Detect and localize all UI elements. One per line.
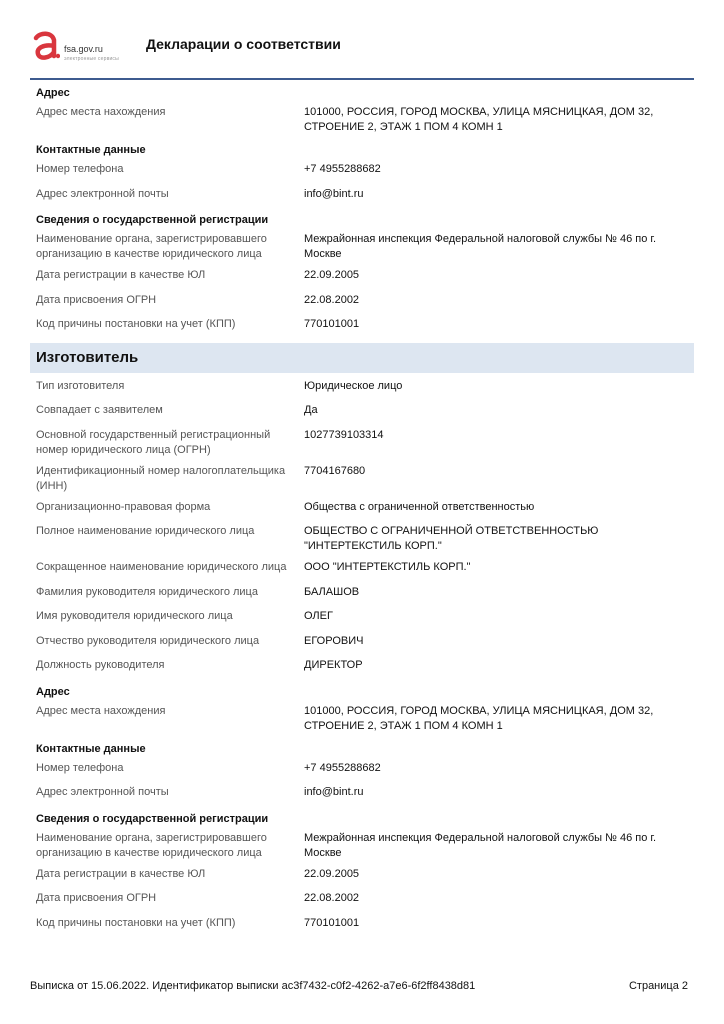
manufacturer-legal-form-row <box>30 498 694 523</box>
manufacturer-kpp-row <box>30 914 694 939</box>
manufacturer-head-last-row <box>30 583 694 608</box>
field-label: Код причины постановки на учет (КПП) <box>36 318 236 330</box>
manufacturer-type-row <box>30 377 694 402</box>
field-label: Дата регистрации в качестве ЮЛ <box>36 867 206 880</box>
applicant-contacts-heading: Контактные данные <box>36 144 146 156</box>
manufacturer-phone-row <box>30 759 694 784</box>
fsa-logo[interactable] <box>30 30 130 70</box>
field-label: Идентификационный номер налогоплательщика (ИНН) <box>36 464 286 492</box>
field-value: info@bint.ru <box>304 187 364 200</box>
document-body <box>30 82 694 938</box>
manufacturer-section-header <box>30 343 694 373</box>
extract-info: Выписка от 15.06.2022. Идентификатор выписки ac3f7432-c0f2-4262-a7e6-6f2ff8438d81 <box>30 980 476 992</box>
applicant-email-row <box>30 185 694 210</box>
field-value: Общества с ограниченной ответственностью <box>304 500 535 513</box>
field-value: ЕГОРОВИЧ <box>304 634 364 647</box>
header-divider <box>30 78 694 80</box>
applicant-address-heading: Адрес <box>36 87 70 99</box>
field-value: +7 4955288682 <box>304 761 381 774</box>
manufacturer-full-name-row <box>30 522 694 558</box>
field-label: Дата регистрации в качестве ЮЛ <box>36 269 206 281</box>
manufacturer-short-name-row <box>30 558 694 583</box>
applicant-reg-authority-row <box>30 230 694 266</box>
fsa-logo-icon <box>30 30 60 64</box>
field-label: Тип изготовителя <box>36 379 125 392</box>
field-value: 770101001 <box>304 916 360 929</box>
field-value: +7 4955288682 <box>304 163 381 175</box>
field-value: ОБЩЕСТВО С ОГРАНИЧЕННОЙ ОТВЕТСТВЕННОСТЬЮ "ИНТЕРТЕКСТИЛЬ КОРП." <box>304 525 599 552</box>
field-value: Да <box>304 404 318 416</box>
page-header <box>0 0 724 80</box>
field-value: Межрайонная инспекция Федеральной налоговой службы № 46 по г. Москве <box>304 233 657 260</box>
field-label: Адрес электронной почты <box>36 187 169 200</box>
applicant-address-row <box>30 103 694 139</box>
field-label: Адрес места нахождения <box>36 106 166 118</box>
field-value: ОЛЕГ <box>304 610 333 622</box>
field-label: Дата присвоения ОГРН <box>36 293 157 306</box>
manufacturer-contacts-heading: Контактные данные <box>36 742 146 755</box>
field-label: Должность руководителя <box>36 659 165 671</box>
field-label: Полное наименование юридического лица <box>36 525 255 537</box>
field-label: Совпадает с заявителем <box>36 404 163 416</box>
field-value: Юридическое лицо <box>304 379 403 392</box>
field-value: 22.09.2005 <box>304 269 360 281</box>
field-label: Номер телефона <box>36 761 124 774</box>
applicant-phone-row <box>30 160 694 185</box>
field-label: Код причины постановки на учет (КПП) <box>36 916 236 929</box>
field-value: 7704167680 <box>304 464 366 477</box>
field-value: 22.09.2005 <box>304 867 360 880</box>
manufacturer-address-row <box>30 702 694 738</box>
page-number: Страница 2 <box>628 980 688 992</box>
page-title: Декларации о соответствии <box>146 36 341 52</box>
logo-subtitle: электронные сервисы <box>64 56 119 62</box>
field-label: Отчество руководителя юридического лица <box>36 634 260 647</box>
manufacturer-ogrn-row <box>30 426 694 462</box>
field-label: Сокращенное наименование юридического лица <box>36 561 287 573</box>
field-value: ДИРЕКТОР <box>304 659 363 671</box>
manufacturer-address-heading: Адрес <box>36 685 70 698</box>
section-title: Изготовитель <box>36 349 139 366</box>
field-value: 770101001 <box>304 318 360 330</box>
logo-domain: fsa.gov.ru <box>64 44 103 54</box>
field-value: 22.08.2002 <box>304 293 360 306</box>
applicant-kpp-row <box>30 315 694 340</box>
field-label: Номер телефона <box>36 163 124 175</box>
manufacturer-inn-row <box>30 462 694 498</box>
manufacturer-head-position-row <box>30 656 694 681</box>
field-label: Фамилия руководителя юридического лица <box>36 585 258 598</box>
manufacturer-reg-authority-row <box>30 829 694 865</box>
manufacturer-same-row <box>30 401 694 426</box>
field-value: 22.08.2002 <box>304 892 360 904</box>
field-value: ООО "ИНТЕРТЕКСТИЛЬ КОРП." <box>304 561 471 573</box>
field-label: Дата присвоения ОГРН <box>36 892 157 904</box>
manufacturer-registration-heading: Сведения о государственной регистрации <box>36 812 269 825</box>
page-footer <box>30 980 694 998</box>
field-value: Межрайонная инспекция Федеральной налоговой службы № 46 по г. Москве <box>304 831 657 859</box>
field-value: 1027739103314 <box>304 428 384 441</box>
manufacturer-head-patronymic-row <box>30 632 694 657</box>
manufacturer-ogrn-date-row <box>30 889 694 914</box>
manufacturer-reg-date-row <box>30 865 694 890</box>
field-label: Организационно-правовая форма <box>36 500 211 513</box>
manufacturer-head-first-row <box>30 607 694 632</box>
field-value: 101000, РОССИЯ, ГОРОД МОСКВА, УЛИЦА МЯСНИЦКАЯ, ДОМ 32, СТРОЕНИЕ 2, ЭТАЖ 1 ПОМ 4 КОМН 1 <box>304 704 654 732</box>
field-label: Адрес электронной почты <box>36 786 169 798</box>
field-label: Наименование органа, зарегистрировавшего организацию в качестве юридического лица <box>36 233 267 260</box>
field-value: 101000, РОССИЯ, ГОРОД МОСКВА, УЛИЦА МЯСНИЦКАЯ, ДОМ 32, СТРОЕНИЕ 2, ЭТАЖ 1 ПОМ 4 КОМН 1 <box>304 106 654 133</box>
field-value: info@bint.ru <box>304 786 364 798</box>
applicant-registration-heading: Сведения о государственной регистрации <box>36 214 269 226</box>
field-label: Имя руководителя юридического лица <box>36 610 233 622</box>
applicant-ogrn-date-row <box>30 291 694 316</box>
field-value: БАЛАШОВ <box>304 585 360 598</box>
manufacturer-email-row <box>30 783 694 808</box>
field-label: Основной государственный регистрационный номер юридического лица (ОГРН) <box>36 428 271 456</box>
applicant-reg-date-row <box>30 266 694 291</box>
field-label: Наименование органа, зарегистрировавшего организацию в качестве юридического лица <box>36 831 267 859</box>
field-label: Адрес места нахождения <box>36 704 166 717</box>
